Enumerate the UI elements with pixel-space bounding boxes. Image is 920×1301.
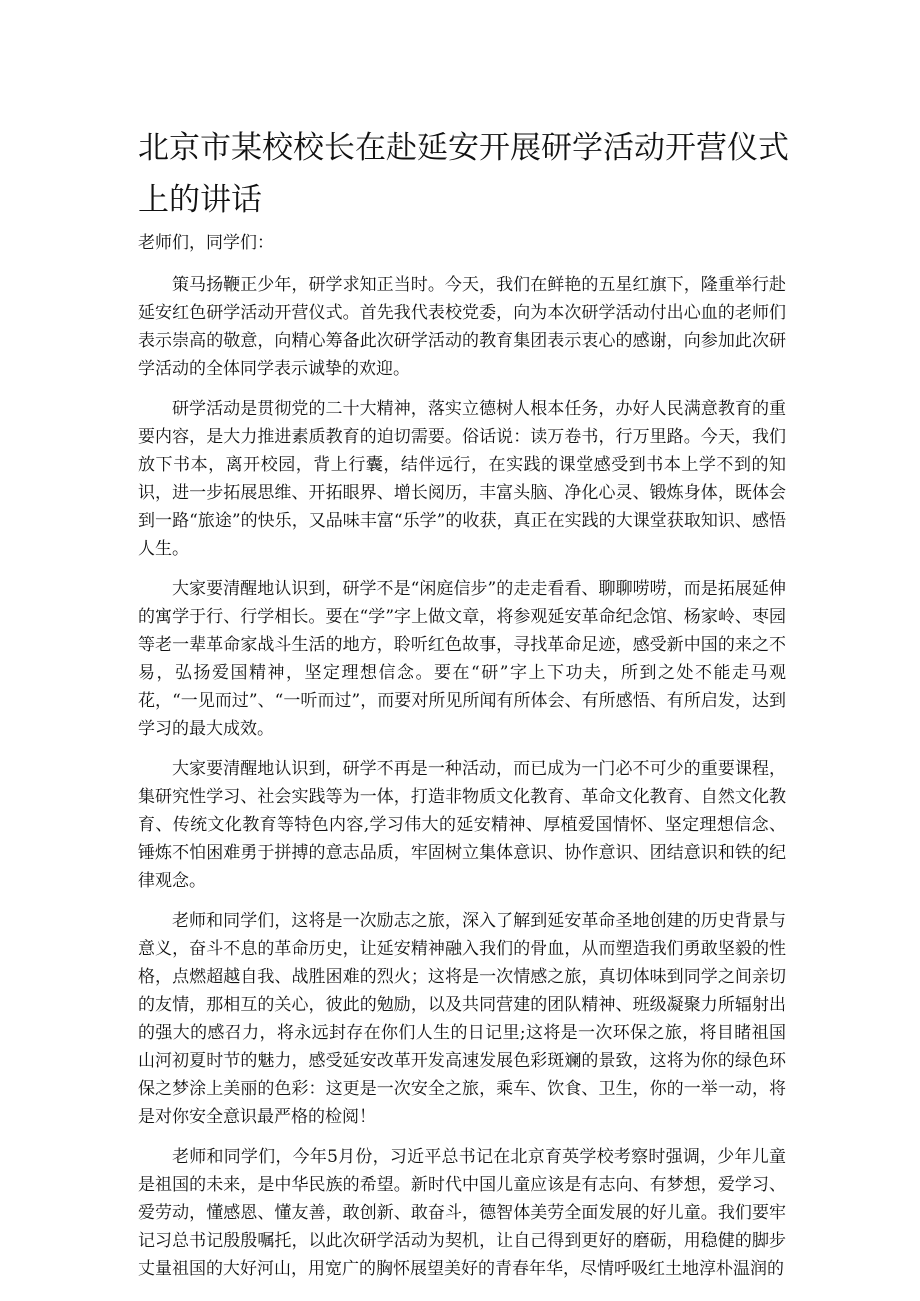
paragraph-3: 大家要清醒地认识到，研学不是“闲庭信步”的走走看看、聊聊唠唠，而是拓展延伸的寓学于行、行学相长。要在“学”字上做文章，将参观延安革命纪念馆、杨家岭、枣园等老一辈革命家战斗生活的地方，聆听红色故事，寻找革命足迹，感受新中国的来之不易，弘扬爱国精神，坚定理想信念。要在“研”字上下功夫，所到之处不能走马观花，“一见而过”、“一听而过”，而要对所见所闻有所体会、有所感悟、有所启发，达到学习的最大成效。 xyxy=(138,579,786,739)
salutation: 老师们，同学们： xyxy=(138,233,274,253)
paragraph-1: 策马扬鞭正少年，研学求知正当时。今天，我们在鲜艳的五星红旗下，隆重举行赴延安红色研学活动开营仪式。首先我代表校党委，向为本次研学活动付出心血的老师们表示崇高的敬意，向精心筹备此次研学活动的教育集团表示衷心的感谢，向参加此次研学活动的全体同学表示诚挚的欢迎。 xyxy=(138,275,786,379)
paragraph-5: 老师和同学们，这将是一次励志之旅，深入了解到延安革命圣地创建的历史背景与意义，奋斗不息的革命历史，让延安精神融入我们的骨血，从而塑造我们勇敢坚毅的性格，点燃超越自我、战胜困难的烈火；这将是一次情感之旅，真切体味到同学之间亲切的友情，那相互的关心，彼此的勉励，以及共同营建的团队精神、班级凝聚力所辐射出的强大的感召力，将永远封存在你们人生的日记里;这将是一次环保之旅，将目睹祖国山河初夏时节的魅力，感受延安改革开发高速发展色彩斑斓的景致，这将为你的绿色环保之梦涂上美丽的色彩：这更是一次安全之旅，乘车、饮食、卫生，你的一举一动，将是对你安全意识最严格的检阅！ xyxy=(138,911,786,1127)
paragraph-6: 老师和同学们，今年5月份，习近平总书记在北京育英学校考察时强调，少年儿童是祖国的未来，是中华民族的希望。新时代中国儿童应该是有志向、有梦想，爱学习、爱劳动，懂感恩、懂友善，敢创新、敢奋斗，德智体美劳全面发展的好儿童。我们要牢记习总书记殷殷嘱托，以此次研学活动为契机，让自己得到更好的磨砺，用稳健的脚步丈量祖国的大好河山，用宽广的胸怀展望美好的青春年华，尽情呼吸红土地淳朴温润的 xyxy=(138,1147,786,1279)
document-body xyxy=(138,229,786,1295)
document-title: 北京市某校校长在赴延安开展研学活动开营仪式上的讲话 xyxy=(138,130,789,218)
paragraph-4: 大家要清醒地认识到，研学不再是一种活动，而已成为一门必不可少的重要课程，集研究性学习、社会实践等为一体，打造非物质文化教育、革命文化教育、自然文化教育、传统文化教育等特色内容,学习伟大的延安精神、厚植爱国情怀、坚定理想信念、锤炼不怕困难勇于拼搏的意志品质，牢固树立集体意识、协作意识、团结意识和铁的纪律观念。 xyxy=(138,759,786,891)
paragraph-2: 研学活动是贯彻党的二十大精神，落实立德树人根本任务，办好人民满意教育的重要内容，是大力推进素质教育的迫切需要。俗话说：读万卷书，行万里路。今天，我们放下书本，离开校园，背上行囊，结伴远行，在实践的课堂感受到书本上学不到的知识，进一步拓展思维、开拓眼界、增长阅历，丰富头脑、净化心灵、锻炼身体，既体会到一路“旅途”的快乐，又品味丰富“乐学”的收获，真正在实践的大课堂获取知识、感悟人生。 xyxy=(138,399,786,559)
